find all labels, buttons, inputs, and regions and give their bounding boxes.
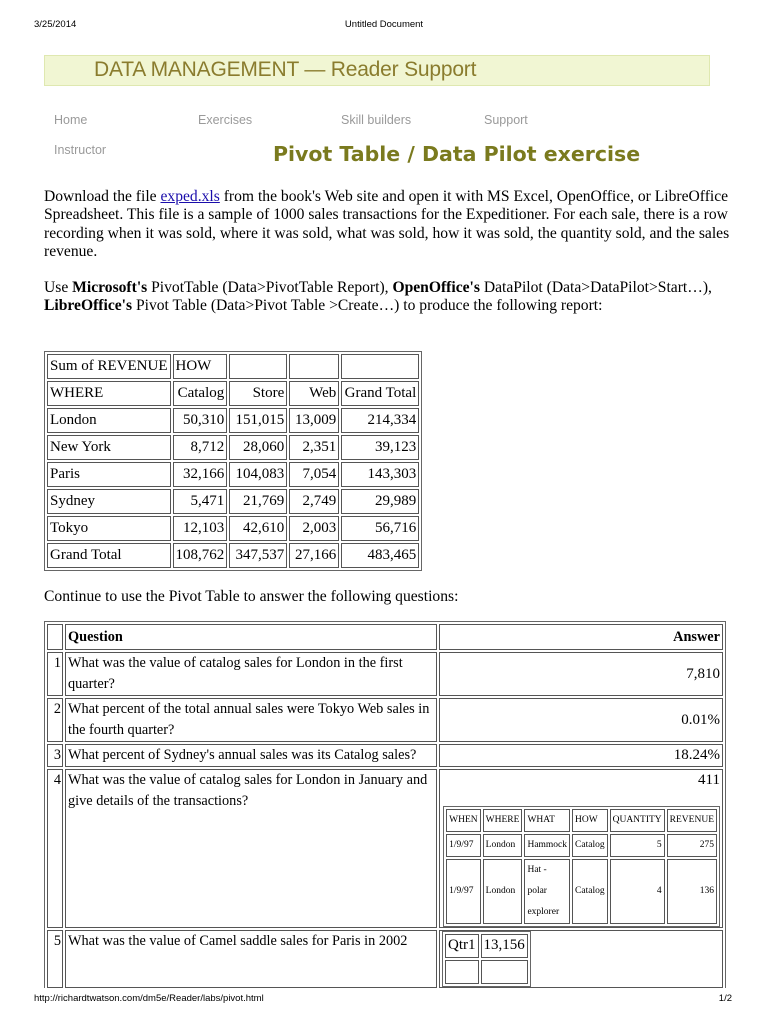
table-cell: 21,769 — [229, 489, 287, 514]
table-row — [47, 543, 419, 568]
nav-instructor-link[interactable]: Instructor — [54, 143, 107, 157]
table-cell — [289, 354, 339, 379]
row-label: Tokyo — [47, 516, 171, 541]
table-cell: 27,166 — [289, 543, 339, 568]
answer-cell — [439, 930, 723, 988]
column-header: Grand Total — [341, 381, 419, 406]
table-cell: 1/9/97 — [446, 859, 481, 924]
answer-value: 18.24% — [439, 744, 723, 767]
intro-paragraph — [44, 188, 734, 261]
table-cell — [445, 960, 479, 984]
table-cell: 5,471 — [173, 489, 228, 514]
answer-cell — [439, 769, 723, 928]
column-header: Web — [289, 381, 339, 406]
table-cell: 29,989 — [341, 489, 419, 514]
exped-xls-link[interactable]: exped.xls — [160, 188, 220, 205]
table-cell: 42,610 — [229, 516, 287, 541]
question-text: What was the value of catalog sales for London in January and give details of the transactions? — [65, 769, 437, 928]
instructions-openoffice: OpenOffice's — [392, 279, 480, 296]
question-number: 3 — [47, 744, 63, 767]
table-corner-label: Sum of REVENUE — [47, 354, 171, 379]
table-cell: 108,762 — [173, 543, 228, 568]
table-cell: 28,060 — [229, 435, 287, 460]
row-label: London — [47, 408, 171, 433]
question-text: What was the value of Camel saddle sales for Paris in 2002 — [65, 930, 437, 988]
instructions-use: Use — [44, 279, 73, 296]
continue-text: Continue to use the Pivot Table to answer the following questions: — [44, 588, 459, 605]
table-cell: 2,003 — [289, 516, 339, 541]
page-title: Pivot Table / Data Pilot exercise — [273, 142, 641, 166]
table-cell: Hat - polar explorer — [524, 859, 570, 924]
print-date: 3/25/2014 — [34, 19, 77, 30]
question-number: 4 — [47, 769, 63, 928]
question-number: 2 — [47, 698, 63, 742]
table-cell — [341, 354, 419, 379]
table-cell — [47, 624, 63, 650]
table-cell: Hammock — [524, 834, 570, 857]
question-text: What percent of the total annual sales were Tokyo Web sales in the fourth quarter? — [65, 698, 437, 742]
row-label: Sydney — [47, 489, 171, 514]
column-header: WHAT — [524, 809, 570, 832]
table-cell: Catalog — [572, 859, 608, 924]
table-cell: 1/9/97 — [446, 834, 481, 857]
answer-column-header: Answer — [439, 624, 723, 650]
answer-value: 411 — [698, 772, 720, 788]
table-cell — [229, 354, 287, 379]
table-cell: 143,303 — [341, 462, 419, 487]
row-label: New York — [47, 435, 171, 460]
table-cell: 136 — [667, 859, 717, 924]
table-cell: 104,083 — [229, 462, 287, 487]
question-number: 1 — [47, 652, 63, 696]
instructions-microsoft: Microsoft's — [72, 279, 148, 296]
table-how-label: HOW — [173, 354, 228, 379]
table-cell: 56,716 — [341, 516, 419, 541]
column-header: REVENUE — [667, 809, 717, 832]
table-row — [446, 834, 717, 857]
table-row — [47, 930, 723, 988]
table-cell: London — [483, 859, 523, 924]
instructions-paragraph — [44, 279, 734, 316]
column-header: HOW — [572, 809, 608, 832]
table-row — [47, 516, 419, 541]
table-cell: 8,712 — [173, 435, 228, 460]
nav-support-link[interactable]: Support — [484, 113, 528, 127]
instructions-microsoft-text: PivotTable (Data>PivotTable Report), — [147, 279, 393, 296]
row-label: Paris — [47, 462, 171, 487]
table-cell: 12,103 — [173, 516, 228, 541]
table-cell: 5 — [610, 834, 665, 857]
question-text: What percent of Sydney's annual sales was its Catalog sales? — [65, 744, 437, 767]
row-label: Grand Total — [47, 543, 171, 568]
column-header: Store — [229, 381, 287, 406]
table-cell — [481, 960, 528, 984]
table-row — [47, 698, 723, 742]
table-cell: 2,749 — [289, 489, 339, 514]
table-cell: Catalog — [572, 834, 608, 857]
table-row — [47, 381, 419, 406]
revenue-pivot-table — [44, 351, 422, 571]
column-header: WHEN — [446, 809, 481, 832]
table-row — [47, 489, 419, 514]
instructions-openoffice-text: DataPilot (Data>DataPilot>Start…), — [479, 279, 712, 296]
table-cell: 32,166 — [173, 462, 228, 487]
table-cell: 39,123 — [341, 435, 419, 460]
table-cell: 483,465 — [341, 543, 419, 568]
q5-quarter-table — [442, 931, 531, 987]
table-cell: 13,156 — [481, 934, 528, 958]
table-row — [47, 769, 723, 928]
table-cell: Qtr1 — [445, 934, 479, 958]
instructions-libreoffice-text: Pivot Table (Data>Pivot Table >Create…) to produce the following report: — [132, 297, 603, 315]
table-row — [445, 934, 528, 958]
column-header: Catalog — [173, 381, 228, 406]
table-cell: 13,009 — [289, 408, 339, 433]
table-row — [47, 624, 723, 650]
print-document-title: Untitled Document — [344, 19, 424, 30]
print-page-number: 1/2 — [718, 993, 732, 1004]
table-row — [47, 462, 419, 487]
answer-value: 7,810 — [439, 652, 723, 696]
table-cell: 151,015 — [229, 408, 287, 433]
question-number: 5 — [47, 930, 63, 988]
intro-text-after-link: from the book's Web site and open it with MS Excel, OpenOffice, or LibreOffice Spreadsheet. This file is a sample of 1000 sales transactions for the Expeditioner. For each sale, there is a row recording when it was sold, where it was sold, what was sold, how it was sold, the quantity sold, and the sales revenue. — [44, 188, 730, 260]
nav-skill-builders-link[interactable]: Skill builders — [341, 113, 412, 127]
instructions-libreoffice: LibreOffice's — [44, 297, 133, 315]
table-row — [445, 960, 528, 984]
table-cell: 50,310 — [173, 408, 228, 433]
question-column-header: Question — [65, 624, 437, 650]
print-url: http://richardtwatson.com/dm5e/Reader/labs/pivot.html — [34, 993, 264, 1004]
intro-text-before-link: Download the file — [44, 188, 161, 205]
table-cell: 4 — [610, 859, 665, 924]
table-row — [47, 435, 419, 460]
table-cell: 7,054 — [289, 462, 339, 487]
table-row — [446, 809, 717, 832]
table-cell: 275 — [667, 834, 717, 857]
answer-value: 0.01% — [439, 698, 723, 742]
nav-exercises-link[interactable]: Exercises — [198, 113, 253, 127]
table-row — [446, 859, 717, 924]
question-text: What was the value of catalog sales for London in the first quarter? — [65, 652, 437, 696]
table-row — [47, 408, 419, 433]
table-row — [47, 652, 723, 696]
table-where-label: WHERE — [47, 381, 171, 406]
table-cell: 214,334 — [341, 408, 419, 433]
table-cell: 2,351 — [289, 435, 339, 460]
transactions-table — [443, 806, 720, 927]
table-row — [47, 354, 419, 379]
column-header: QUANTITY — [610, 809, 665, 832]
site-banner — [44, 55, 710, 86]
site-banner-title: DATA MANAGEMENT — Reader Support — [94, 58, 477, 81]
nav-home-link[interactable]: Home — [54, 113, 88, 127]
table-cell: London — [483, 834, 523, 857]
table-cell: 347,537 — [229, 543, 287, 568]
column-header: WHERE — [483, 809, 523, 832]
questions-table — [44, 621, 726, 991]
table-row — [47, 744, 723, 767]
